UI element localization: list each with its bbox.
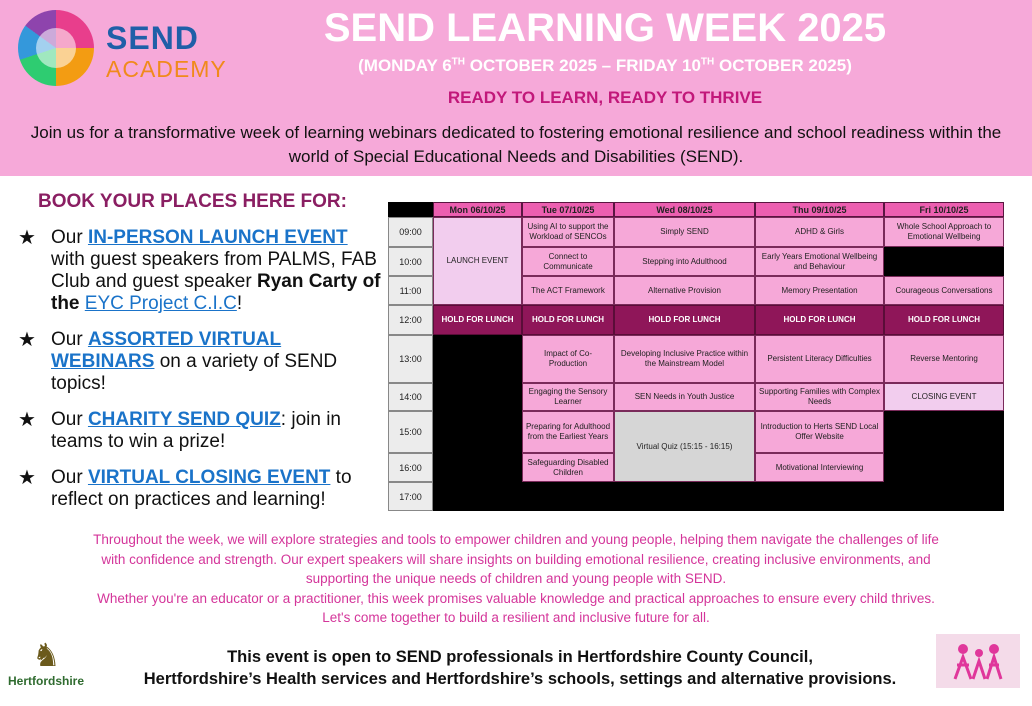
star-icon: ★ bbox=[18, 409, 36, 431]
send-academy-logo bbox=[18, 10, 228, 88]
session-cell[interactable]: Memory Presentation bbox=[755, 276, 884, 305]
tree-logo-icon bbox=[18, 10, 94, 86]
time-label: 10:00 bbox=[388, 247, 433, 276]
session-virtual-quiz[interactable]: Virtual Quiz (15:15 - 16:15) bbox=[614, 411, 755, 482]
tagline: READY TO LEARN, READY TO THRIVE bbox=[447, 88, 763, 107]
lunch-slot: HOLD FOR LUNCH bbox=[433, 305, 522, 335]
session-cell[interactable]: Reverse Mentoring bbox=[884, 335, 1004, 383]
session-cell[interactable]: Alternative Provision bbox=[614, 276, 755, 305]
session-cell[interactable]: Developing Inclusive Practice within the Mainstream Model bbox=[614, 335, 755, 383]
launch-event-link[interactable]: IN-PERSON LAUNCH EVENT bbox=[87, 227, 348, 248]
session-cell[interactable]: Motivational Interviewing bbox=[755, 453, 884, 482]
timetable-corner bbox=[388, 202, 433, 217]
session-cell[interactable]: Persistent Literacy Difficulties bbox=[755, 335, 884, 383]
time-label: 13:00 bbox=[388, 335, 433, 383]
time-label: 17:00 bbox=[388, 482, 433, 511]
hertfordshire-text: Hertfordshire bbox=[8, 674, 85, 688]
session-cell[interactable]: Connect to Communicate bbox=[522, 247, 614, 276]
virtual-webinars-link[interactable]: ASSORTED VIRTUAL WEBINARS bbox=[51, 329, 282, 372]
time-label: 09:00 bbox=[388, 217, 433, 247]
closing-event-link[interactable]: VIRTUAL CLOSING EVENT bbox=[87, 467, 331, 488]
page-title: SEND LEARNING WEEK 2025 bbox=[323, 6, 887, 50]
lunch-slot: HOLD FOR LUNCH bbox=[614, 305, 755, 335]
star-icon: ★ bbox=[18, 329, 36, 351]
logo-send-text: SEND bbox=[106, 20, 199, 56]
session-cell[interactable]: ADHD & Girls bbox=[755, 217, 884, 247]
time-label: 12:00 bbox=[388, 305, 433, 335]
day-header-fri: Fri 10/10/25 bbox=[884, 202, 1004, 217]
list-item: ★ Our ASSORTED VIRTUAL WEBINARS on a variety of SEND topics! bbox=[18, 329, 338, 394]
session-cell[interactable]: Using AI to support the Workload of SENCOs bbox=[522, 217, 614, 247]
time-label: 14:00 bbox=[388, 383, 433, 411]
session-cell[interactable]: SEN Needs in Youth Justice bbox=[614, 383, 755, 411]
session-launch-event[interactable]: LAUNCH EVENT bbox=[433, 217, 522, 305]
list-item: ★ Our VIRTUAL CLOSING EVENT to reflect on practices and learning! bbox=[18, 467, 352, 510]
logo-academy-text: ACADEMY bbox=[106, 56, 227, 82]
session-cell[interactable]: Supporting Families with Complex Needs bbox=[755, 383, 884, 411]
time-label: 16:00 bbox=[388, 453, 433, 482]
session-cell[interactable]: Preparing for Adulthood from the Earliest Years bbox=[522, 411, 614, 453]
session-cell[interactable]: Courageous Conversations bbox=[884, 276, 1004, 305]
lunch-slot: HOLD FOR LUNCH bbox=[755, 305, 884, 335]
session-cell[interactable]: Introduction to Herts SEND Local Offer Website bbox=[755, 411, 884, 453]
session-cell[interactable]: Whole School Approach to Emotional Wellbeing bbox=[884, 217, 1004, 247]
hertfordshire-logo bbox=[8, 636, 90, 690]
session-cell[interactable]: Engaging the Sensory Learner bbox=[522, 383, 614, 411]
session-closing-event[interactable]: CLOSING EVENT bbox=[884, 383, 1004, 411]
time-label: 15:00 bbox=[388, 411, 433, 453]
session-cell[interactable]: Safeguarding Disabled Children bbox=[522, 453, 614, 482]
event-list bbox=[14, 227, 384, 525]
day-header-wed: Wed 08/10/25 bbox=[614, 202, 755, 217]
day-header-tue: Tue 07/10/25 bbox=[522, 202, 614, 217]
session-cell[interactable]: The ACT Framework bbox=[522, 276, 614, 305]
lunch-slot: HOLD FOR LUNCH bbox=[884, 305, 1004, 335]
list-item: ★ Our CHARITY SEND QUIZ: join in teams to win a prize! bbox=[18, 409, 341, 452]
day-header-thu: Thu 09/10/25 bbox=[755, 202, 884, 217]
star-icon: ★ bbox=[18, 227, 36, 249]
header-banner bbox=[0, 0, 1032, 176]
lunch-slot: HOLD FOR LUNCH bbox=[522, 305, 614, 335]
session-cell[interactable]: Impact of Co-Production bbox=[522, 335, 614, 383]
time-label: 11:00 bbox=[388, 276, 433, 305]
stag-icon: ♞ bbox=[32, 637, 61, 673]
session-cell[interactable]: Simply SEND bbox=[614, 217, 755, 247]
timetable bbox=[388, 202, 1004, 511]
intro-text: Join us for a transformative week of learning webinars dedicated to fostering emotional resilience and school readiness within the world of Special Educational Needs and Disabilities (SEND). bbox=[30, 123, 1002, 166]
star-icon: ★ bbox=[18, 467, 36, 489]
family-logo-icon bbox=[936, 634, 1020, 688]
session-cell[interactable]: Stepping into Adulthood bbox=[614, 247, 755, 276]
event-dates: (MONDAY 6TH OCTOBER 2025 – FRIDAY 10TH OCTOBER 2025) bbox=[358, 56, 852, 75]
list-item: ★ Our IN-PERSON LAUNCH EVENT with guest speakers from PALMS, FAB Club and guest speaker Ryan Carty of the EYC Project C.I.C! bbox=[18, 227, 381, 314]
session-cell[interactable]: Early Years Emotional Wellbeing and Behaviour bbox=[755, 247, 884, 276]
eligibility-notice: This event is open to SEND professionals in Hertfordshire County Council, Hertfordshire’s Health services and Hertfordshire’s schools, settings and alternative provisions. bbox=[143, 648, 897, 688]
charity-quiz-link[interactable]: CHARITY SEND QUIZ bbox=[87, 409, 281, 430]
day-header-mon: Mon 06/10/25 bbox=[433, 202, 522, 217]
event-description: Throughout the week, we will explore strategies and tools to empower children and young people, helping them navigate the challenges of life with confidence and strength. Our expert speakers will share insights on building emotional resilience, creating inclusive environments, and supporting the unique needs of children and young people with SEND. Whether you're an educator or a practitioner, this week promises valuable knowledge and practical approaches to ensure every child thrives. Let's come together to build a resilient and inclusive future for all. bbox=[93, 532, 939, 625]
book-places-heading: BOOK YOUR PLACES HERE FOR: bbox=[38, 191, 347, 212]
eyc-project-link[interactable]: EYC Project C.I.C bbox=[84, 293, 237, 314]
